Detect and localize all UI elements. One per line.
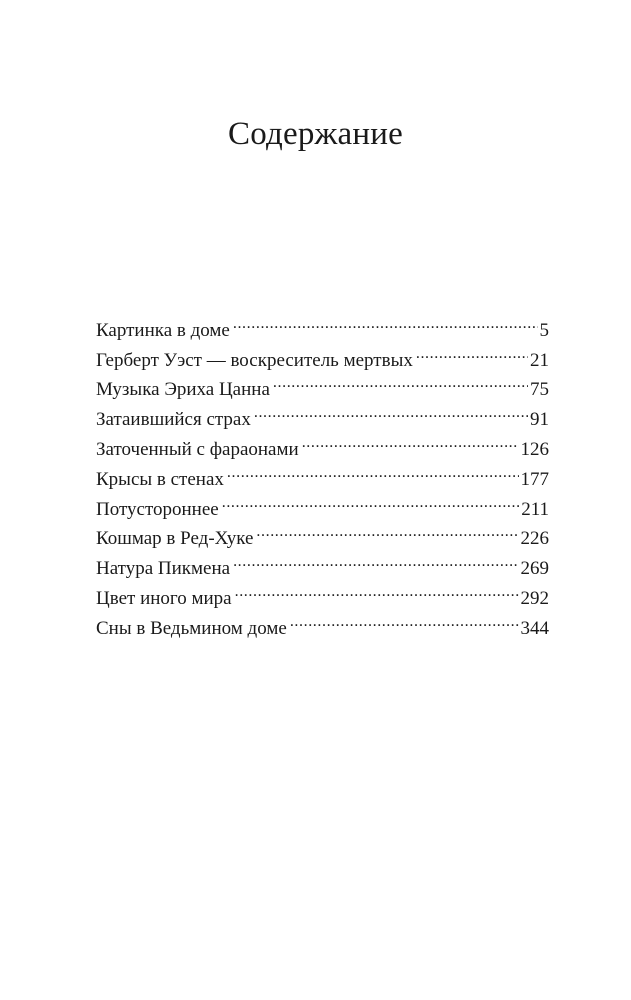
toc-entry-page: 75 — [530, 379, 549, 401]
toc-entry-title: Герберт Уэст — воскреситель мертвых — [96, 349, 413, 371]
toc-dot-leader — [233, 544, 518, 574]
toc-entry-page: 344 — [520, 617, 549, 639]
toc-entry-page: 292 — [520, 587, 549, 609]
toc-entry-page: 126 — [520, 438, 549, 460]
toc-entry — [96, 306, 549, 341]
toc-entry-page: 226 — [520, 528, 549, 550]
toc-entry-title: Цвет иного мира — [96, 587, 232, 609]
toc-dot-leader — [416, 336, 528, 366]
toc-entry-page: 177 — [520, 468, 549, 490]
toc-entry-page: 21 — [530, 349, 549, 371]
toc-dot-leader — [302, 425, 519, 455]
toc-entry-title: Заточенный с фараонами — [96, 438, 299, 460]
toc-entry-page: 269 — [520, 558, 549, 580]
toc-entry-title: Музыка Эриха Цанна — [96, 379, 270, 401]
toc-entry-page: 211 — [521, 498, 549, 520]
toc-entry-title: Натура Пикмена — [96, 558, 231, 580]
page-title: Содержание — [228, 116, 403, 152]
toc-entry-page: 5 — [539, 319, 549, 341]
table-of-contents — [96, 306, 549, 639]
toc-dot-leader — [233, 306, 538, 336]
toc-dot-leader — [227, 455, 519, 485]
toc-entry-page: 91 — [530, 409, 549, 431]
toc-dot-leader — [235, 574, 519, 604]
toc-entry-title: Потустороннее — [96, 498, 219, 520]
toc-dot-leader — [273, 366, 528, 396]
toc-entry-title: Сны в Ведьмином доме — [96, 617, 287, 639]
toc-dot-leader — [290, 604, 519, 634]
toc-entry-title: Картинка в доме — [96, 319, 230, 341]
toc-dot-leader — [222, 485, 519, 515]
toc-dot-leader — [254, 395, 528, 425]
toc-entry-title: Крысы в стенах — [96, 468, 224, 490]
toc-dot-leader — [256, 515, 518, 545]
toc-entry-title: Кошмар в Ред-Хуке — [96, 528, 254, 550]
toc-entry-title: Затаившийся страх — [96, 409, 251, 431]
